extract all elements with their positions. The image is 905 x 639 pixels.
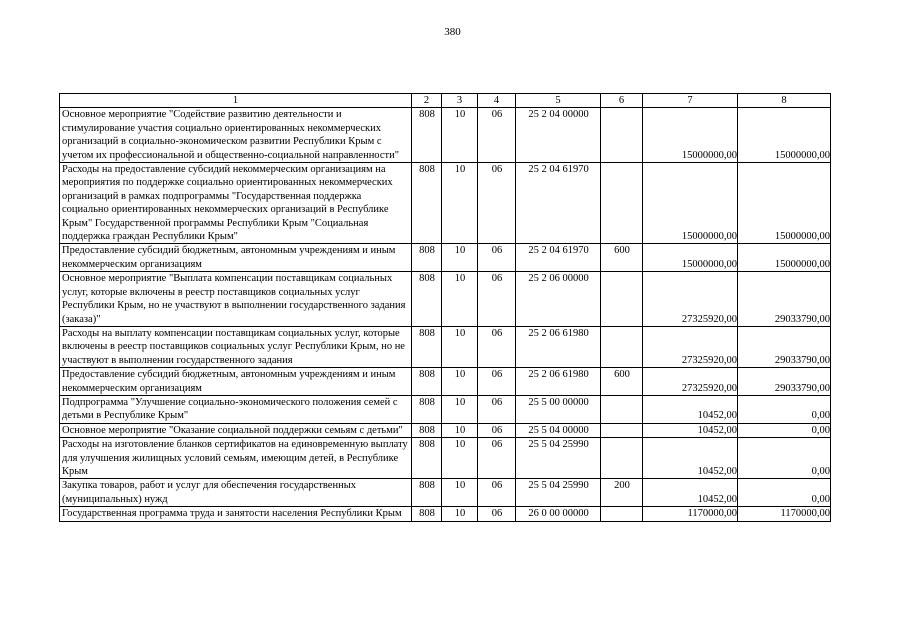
row-amount-cell: 27325920,00 bbox=[643, 368, 738, 396]
row-name-cell: Подпрограмма "Улучшение социально-экономического положения семей с детьми в Республике Крым" bbox=[60, 395, 412, 423]
row-amount-cell: 0,00 bbox=[738, 423, 831, 437]
header-cell: 3 bbox=[442, 94, 478, 108]
row-expense-type-cell bbox=[601, 395, 643, 423]
header-cell: 8 bbox=[738, 94, 831, 108]
header-cell: 1 bbox=[60, 94, 412, 108]
row-name-cell: Закупка товаров, работ и услуг для обеспечения государственных (муниципальных) нужд bbox=[60, 479, 412, 507]
row-subsection-cell: 06 bbox=[478, 438, 516, 479]
row-amount-cell: 27325920,00 bbox=[643, 326, 738, 367]
row-admin-code-cell: 808 bbox=[412, 423, 442, 437]
row-amount-cell: 1170000,00 bbox=[643, 507, 738, 521]
table-row bbox=[60, 244, 831, 272]
row-section-cell: 10 bbox=[442, 272, 478, 327]
row-target-code-cell: 25 2 06 61980 bbox=[516, 368, 601, 396]
row-section-cell: 10 bbox=[442, 507, 478, 521]
row-admin-code-cell: 808 bbox=[412, 438, 442, 479]
row-section-cell: 10 bbox=[442, 326, 478, 367]
row-subsection-cell: 06 bbox=[478, 163, 516, 244]
row-amount-cell: 15000000,00 bbox=[738, 163, 831, 244]
row-amount-cell: 1170000,00 bbox=[738, 507, 831, 521]
row-name-cell: Расходы на изготовление бланков сертификатов на единовременную выплату для улучшения жилищных условий семьям, имеющим детей, в Республике Крым bbox=[60, 438, 412, 479]
row-expense-type-cell: 200 bbox=[601, 479, 643, 507]
row-subsection-cell: 06 bbox=[478, 326, 516, 367]
row-section-cell: 10 bbox=[442, 479, 478, 507]
row-amount-cell: 29033790,00 bbox=[738, 368, 831, 396]
row-amount-cell: 15000000,00 bbox=[738, 244, 831, 272]
row-subsection-cell: 06 bbox=[478, 507, 516, 521]
table-row bbox=[60, 326, 831, 367]
row-target-code-cell: 25 5 04 00000 bbox=[516, 423, 601, 437]
row-admin-code-cell: 808 bbox=[412, 395, 442, 423]
row-admin-code-cell: 808 bbox=[412, 163, 442, 244]
row-amount-cell: 27325920,00 bbox=[643, 272, 738, 327]
row-expense-type-cell bbox=[601, 163, 643, 244]
row-amount-cell: 10452,00 bbox=[643, 479, 738, 507]
table-row bbox=[60, 438, 831, 479]
row-subsection-cell: 06 bbox=[478, 244, 516, 272]
row-name-cell: Государственная программа труда и занятости населения Республики Крым bbox=[60, 507, 412, 521]
row-target-code-cell: 25 5 04 25990 bbox=[516, 479, 601, 507]
row-expense-type-cell bbox=[601, 108, 643, 163]
row-amount-cell: 10452,00 bbox=[643, 395, 738, 423]
header-cell: 4 bbox=[478, 94, 516, 108]
row-admin-code-cell: 808 bbox=[412, 479, 442, 507]
row-name-cell: Основное мероприятие "Содействие развитию деятельности и стимулирование участия социально ориентированных некоммерческих организаций в социально-экономическом развитии Республики Крым с учетом их профессиональной и общественно-социальной направленности" bbox=[60, 108, 412, 163]
row-subsection-cell: 06 bbox=[478, 108, 516, 163]
row-subsection-cell: 06 bbox=[478, 368, 516, 396]
header-cell: 6 bbox=[601, 94, 643, 108]
row-amount-cell: 15000000,00 bbox=[643, 108, 738, 163]
row-expense-type-cell bbox=[601, 438, 643, 479]
row-amount-cell: 0,00 bbox=[738, 438, 831, 479]
header-cell: 2 bbox=[412, 94, 442, 108]
row-name-cell: Расходы на предоставление субсидий некоммерческим организациям на мероприятия по поддержке социально ориентированных некоммерческих организаций в рамках подпрограммы "Государственная поддержка социально ориентированных некоммерческих организаций в Республике Крым" Государственной программы Республики Крым "Социальная поддержка граждан Республики Крым" bbox=[60, 163, 412, 244]
row-amount-cell: 10452,00 bbox=[643, 423, 738, 437]
row-name-cell: Предоставление субсидий бюджетным, автономным учреждениям и иным некоммерческим организациям bbox=[60, 244, 412, 272]
row-section-cell: 10 bbox=[442, 395, 478, 423]
table-row bbox=[60, 272, 831, 327]
row-admin-code-cell: 808 bbox=[412, 326, 442, 367]
row-amount-cell: 0,00 bbox=[738, 479, 831, 507]
row-subsection-cell: 06 bbox=[478, 395, 516, 423]
row-target-code-cell: 26 0 00 00000 bbox=[516, 507, 601, 521]
row-amount-cell: 15000000,00 bbox=[738, 108, 831, 163]
row-amount-cell: 29033790,00 bbox=[738, 326, 831, 367]
row-admin-code-cell: 808 bbox=[412, 368, 442, 396]
row-section-cell: 10 bbox=[442, 438, 478, 479]
row-section-cell: 10 bbox=[442, 368, 478, 396]
row-target-code-cell: 25 2 06 00000 bbox=[516, 272, 601, 327]
row-subsection-cell: 06 bbox=[478, 479, 516, 507]
row-expense-type-cell: 600 bbox=[601, 368, 643, 396]
row-amount-cell: 15000000,00 bbox=[643, 163, 738, 244]
row-name-cell: Основное мероприятие "Оказание социальной поддержки семьям с детьми" bbox=[60, 423, 412, 437]
row-target-code-cell: 25 5 00 00000 bbox=[516, 395, 601, 423]
row-section-cell: 10 bbox=[442, 244, 478, 272]
row-expense-type-cell bbox=[601, 507, 643, 521]
row-target-code-cell: 25 5 04 25990 bbox=[516, 438, 601, 479]
row-admin-code-cell: 808 bbox=[412, 108, 442, 163]
header-cell: 5 bbox=[516, 94, 601, 108]
table-row bbox=[60, 108, 831, 163]
row-subsection-cell: 06 bbox=[478, 272, 516, 327]
row-target-code-cell: 25 2 04 61970 bbox=[516, 163, 601, 244]
row-amount-cell: 29033790,00 bbox=[738, 272, 831, 327]
row-expense-type-cell: 600 bbox=[601, 244, 643, 272]
row-admin-code-cell: 808 bbox=[412, 272, 442, 327]
row-section-cell: 10 bbox=[442, 423, 478, 437]
budget-table bbox=[59, 93, 831, 522]
table-row bbox=[60, 395, 831, 423]
row-target-code-cell: 25 2 04 00000 bbox=[516, 108, 601, 163]
header-cell: 7 bbox=[643, 94, 738, 108]
row-name-cell: Основное мероприятие "Выплата компенсации поставщикам социальных услуг, которые включены в реестр поставщиков социальных услуг Республики Крым, но не участвуют в выполнении государственного задания (заказа)" bbox=[60, 272, 412, 327]
table-row bbox=[60, 423, 831, 437]
row-section-cell: 10 bbox=[442, 163, 478, 244]
row-amount-cell: 15000000,00 bbox=[643, 244, 738, 272]
row-admin-code-cell: 808 bbox=[412, 244, 442, 272]
row-expense-type-cell bbox=[601, 326, 643, 367]
row-subsection-cell: 06 bbox=[478, 423, 516, 437]
row-target-code-cell: 25 2 04 61970 bbox=[516, 244, 601, 272]
row-expense-type-cell bbox=[601, 272, 643, 327]
row-admin-code-cell: 808 bbox=[412, 507, 442, 521]
table-row bbox=[60, 368, 831, 396]
row-amount-cell: 10452,00 bbox=[643, 438, 738, 479]
row-amount-cell: 0,00 bbox=[738, 395, 831, 423]
row-target-code-cell: 25 2 06 61980 bbox=[516, 326, 601, 367]
table-row bbox=[60, 479, 831, 507]
header-row bbox=[60, 94, 831, 108]
row-name-cell: Расходы на выплату компенсации поставщикам социальных услуг, которые включены в реестр поставщиков социальных услуг Республики Крым, но не участвуют в выполнении государственного задания bbox=[60, 326, 412, 367]
row-expense-type-cell bbox=[601, 423, 643, 437]
row-name-cell: Предоставление субсидий бюджетным, автономным учреждениям и иным некоммерческим организациям bbox=[60, 368, 412, 396]
row-section-cell: 10 bbox=[442, 108, 478, 163]
table-row bbox=[60, 163, 831, 244]
table-row bbox=[60, 507, 831, 521]
page-number: 380 bbox=[444, 26, 461, 38]
